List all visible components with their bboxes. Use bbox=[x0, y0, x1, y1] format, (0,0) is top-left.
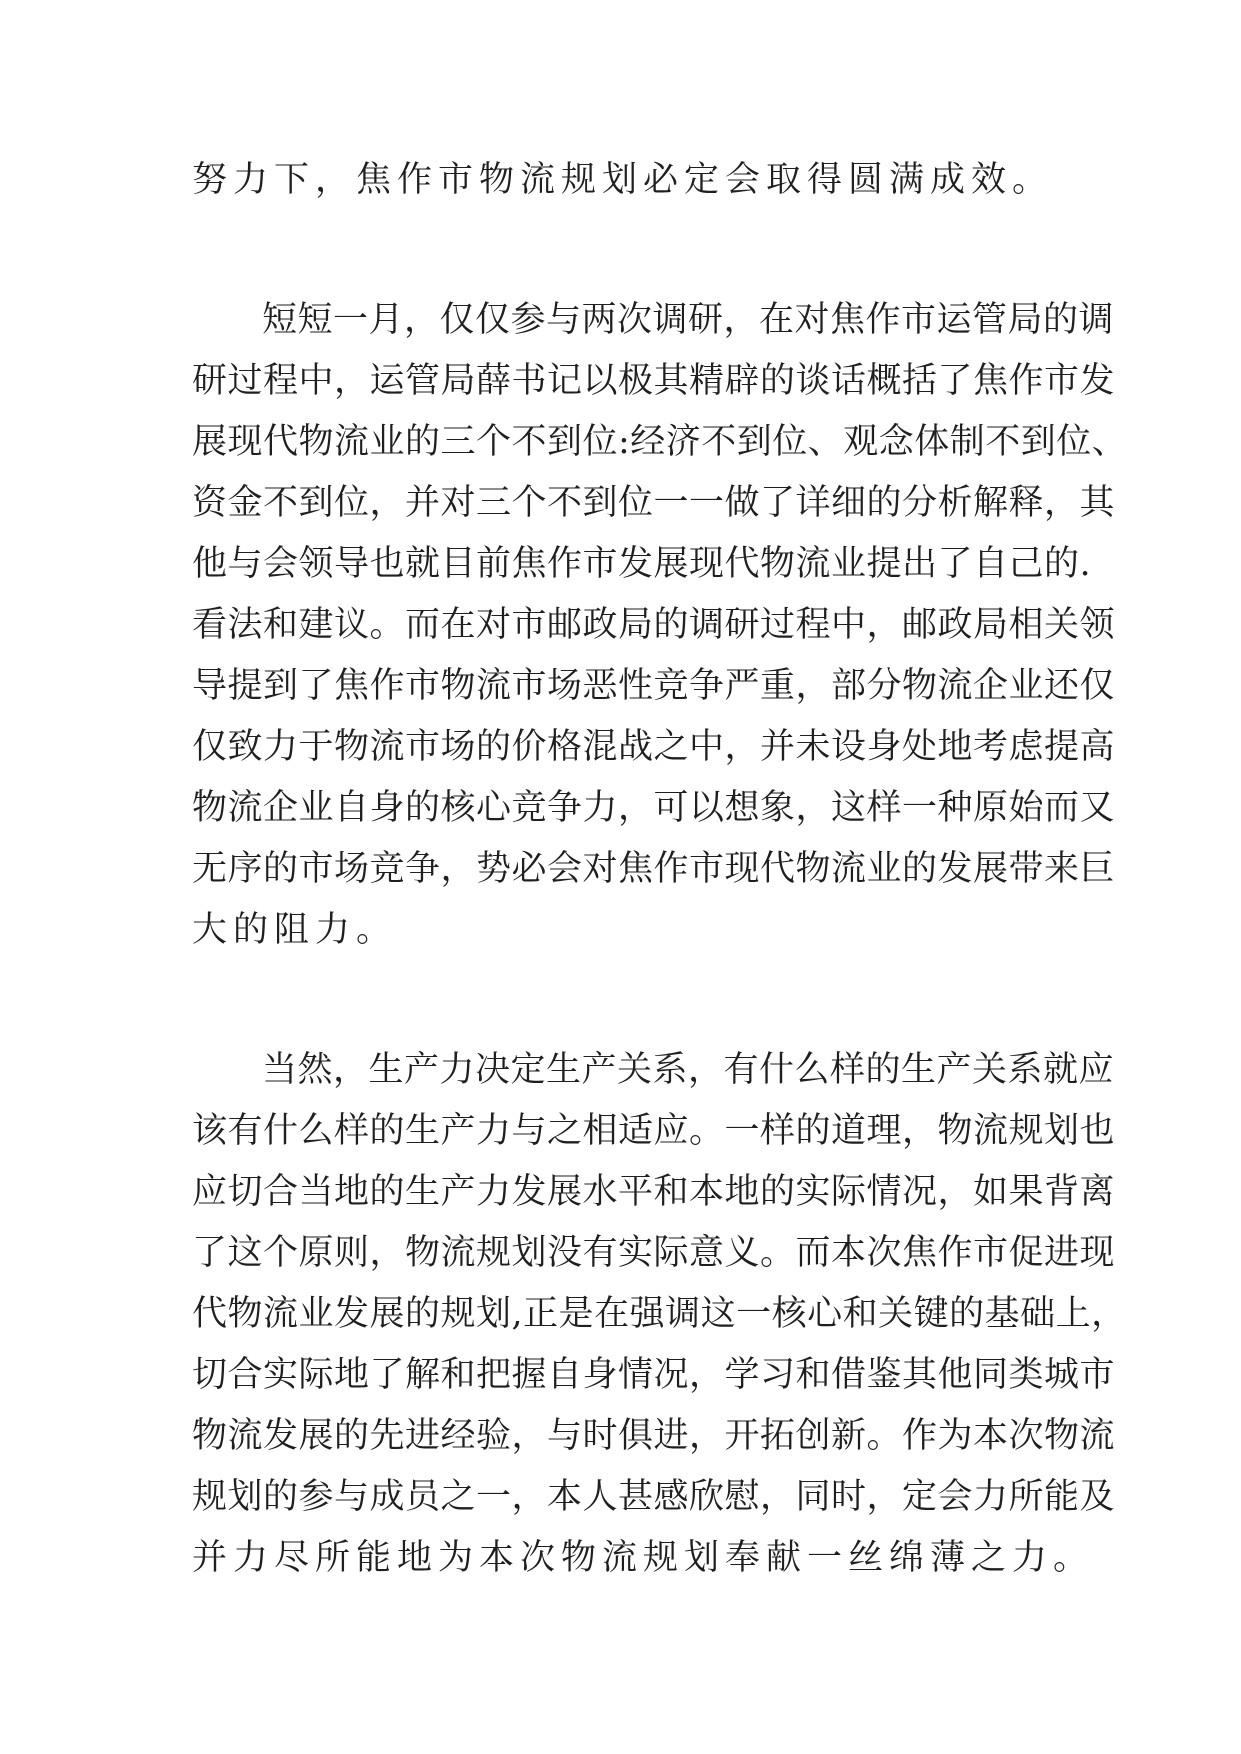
text-line: 看法和建议。而在对市邮政局的调研过程中，邮政局相关领 bbox=[192, 605, 1116, 645]
text-line: 了这个原则，物流规划没有实际意义。而本次焦作市促进现 bbox=[192, 1233, 1116, 1273]
text-line: 仅致力于物流市场的价格混战之中，并未设身处地考虑提高 bbox=[192, 727, 1116, 767]
text-line: 短短一月，仅仅参与两次调研，在对焦作市运管局的调 bbox=[262, 300, 1115, 340]
text-line: 并力尽所能地为本次物流规划奉献一丝绵薄之力。 bbox=[192, 1538, 1095, 1578]
document-page bbox=[192, 150, 1128, 1589]
paragraph-2 bbox=[192, 290, 1128, 961]
text-line: 该有什么样的生产力与之相适应。一样的道理，物流规划也 bbox=[192, 1111, 1116, 1151]
text-line: 导提到了焦作市物流市场恶性竞争严重，部分物流企业还仅 bbox=[192, 666, 1116, 706]
text-line: 物流发展的先进经验，与时俱进，开拓创新。作为本次物流 bbox=[192, 1416, 1116, 1456]
text-line: 物流企业自身的核心竞争力，可以想象，这样一种原始而又 bbox=[192, 788, 1116, 828]
text-line: 资金不到位，并对三个不到位一一做了详细的分析解释，其 bbox=[192, 483, 1116, 523]
text-line: 研过程中，运管局薛书记以极其精辟的谈话概括了焦作市发 bbox=[192, 361, 1116, 401]
text-line: 应切合当地的生产力发展水平和本地的实际情况，如果背离 bbox=[192, 1172, 1116, 1212]
text-line: 当然，生产力决定生产关系，有什么样的生产关系就应 bbox=[262, 1050, 1115, 1090]
text-line: 展现代物流业的三个不到位:经济不到位、观念体制不到位、 bbox=[192, 422, 1128, 462]
paragraph-gap bbox=[192, 211, 1064, 290]
text-line: 努力下，焦作市物流规划必定会取得圆满成效。 bbox=[192, 160, 1054, 200]
text-line: 他与会领导也就目前焦作市发展现代物流业提出了自己的. bbox=[192, 544, 1092, 584]
text-line: 规划的参与成员之一，本人甚感欣慰，同时，定会力所能及 bbox=[192, 1477, 1116, 1517]
text-line: 无序的市场竞争，势必会对焦作市现代物流业的发展带来巨 bbox=[192, 849, 1116, 889]
paragraph-gap bbox=[192, 961, 1064, 1040]
paragraph-3 bbox=[192, 1040, 1127, 1589]
text-line: 代物流业发展的规划,正是在强调这一核心和关键的基础上， bbox=[192, 1294, 1127, 1334]
paragraph-1 bbox=[192, 150, 1064, 211]
text-line: 切合实际地了解和把握自身情况，学习和借鉴其他同类城市 bbox=[192, 1355, 1116, 1395]
text-line: 大的阻力。 bbox=[192, 910, 398, 950]
